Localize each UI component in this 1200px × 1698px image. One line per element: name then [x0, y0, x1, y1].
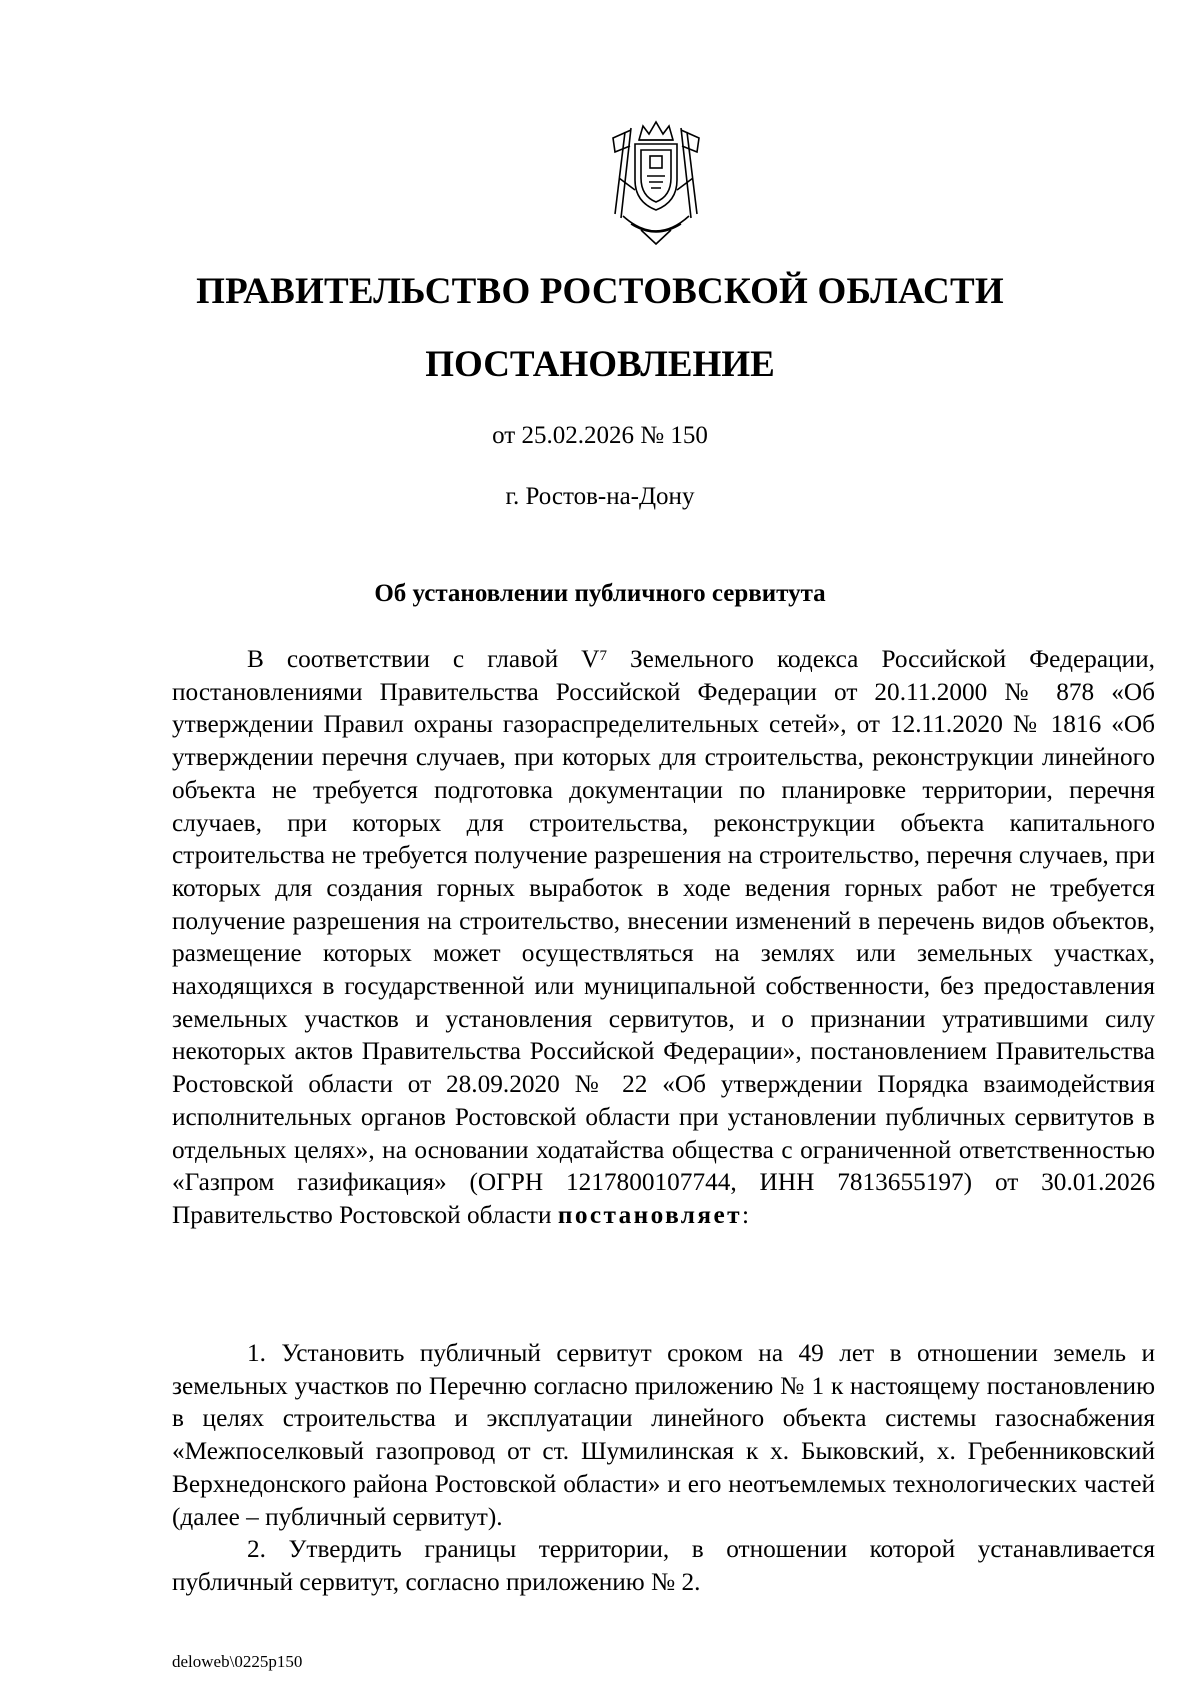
chapter-superscript: 7: [599, 648, 607, 664]
preamble-section: [172, 643, 1155, 1232]
decree-word: постановляет: [557, 1200, 742, 1229]
preamble-text-body: Земельного кодекса Российской Федерации, постановлениями Правительства Российской Федерации от 20.11.2000 № 878 «Об утверждении Правил охраны газораспределительных сетей», от 12.11.2020 № 1816 «Об утверждении перечня случаев, при которых для строительства, реконструкции линейного объекта не требуется подготовка документации по планировке территории, перечня случаев, при которых для строительства, реконструкции объекта капитального строительства не требуется получение разрешения на строительство, перечня случаев, при которых для создания горных выработок в ходе ведения горных работ не требуется получение разрешения на строительство, внесении изменений в перечень видов объектов, размещение которых может осуществляться на землях или земельных участках, находящихся в государственной или муниципальной собственности, без предоставления земельных участков и установления сервитутов, и о признании утратившими силу некоторых актов Правительства Российской Федерации», постановлением Правительства Ростовской области от 28.09.2020 № 22 «Об утверждении Порядка взаимодействия исполнительных органов Ростовской области при установлении публичных сервитутов в отдельных целях», на основании ходатайства общества с ограниченной ответственностью «Газпром газификация» (ОГРН 1217800107744, ИНН 7813655197) от 30.01.2026 Правительство Ростовской области: [172, 645, 1155, 1229]
preamble-colon: :: [741, 1200, 749, 1229]
decree-items: [172, 1337, 1155, 1599]
coat-of-arms-icon: [601, 118, 711, 252]
decree-item-1: 1. Установить публичный сервитут сроком на 49 лет в отношении земель и земельных участков по Перечню согласно приложению № 1 к настоящему постановлению в целях строительства и эксплуатации линейного объекта системы газоснабжения «Межпоселковый газопровод от ст. Шумилинская к х. Быковский, х. Гребенниковский Верхнедонского района Ростовской области» и его неотъемлемых технологических частей (далее – публичный сервитут).: [172, 1339, 1155, 1531]
document-date-number: от 25.02.2026 № 150: [492, 422, 708, 449]
document-city: г. Ростов-на-Дону: [505, 483, 695, 510]
preamble-text-start: В соответствии с главой V: [247, 645, 600, 673]
document-footer-code: deloweb\0225p150: [172, 1652, 303, 1671]
organization-title: ПРАВИТЕЛЬСТВО РОСТОВСКОЙ ОБЛАСТИ: [196, 271, 1004, 312]
preamble-paragraph: [172, 643, 1155, 1232]
document-type-title: ПОСТАНОВЛЕНИЕ: [425, 344, 775, 385]
document-subject: Об установлении публичного сервитута: [374, 580, 826, 607]
decree-item-2: 2. Утвердить границы территории, в отношении которой устанавливается публичный сервитут, согласно приложению № 2.: [172, 1535, 1155, 1596]
